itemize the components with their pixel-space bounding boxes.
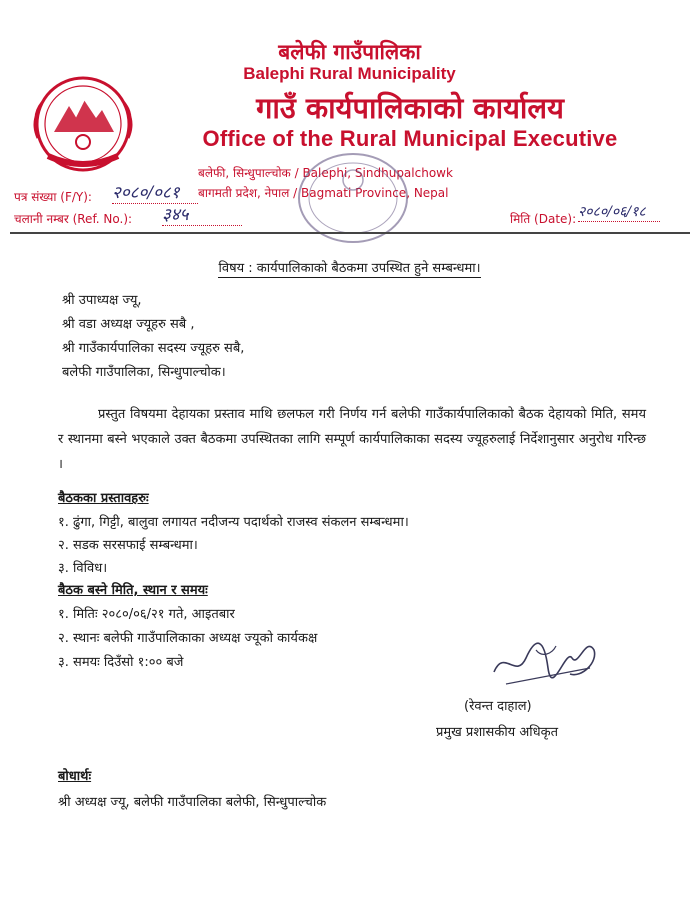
letter-subject: विषय : कार्यपालिकाको बैठकमा उपस्थित हुने सम्बन्धमा।: [218, 261, 481, 276]
signatory-designation: प्रमुख प्रशासकीय अधिकृत: [436, 725, 559, 740]
meeting-item: ३. समयः दिउँसो १:०० बजे: [58, 655, 184, 670]
office-name-en: Office of the Rural Municipal Executive: [202, 126, 618, 151]
proposal-item: ३. विविध।: [58, 561, 108, 576]
meeting-item: १. मितिः २०८०/०६/२१ गते, आइतबार: [58, 607, 235, 622]
signatory-name: (रेवन्त दाहाल): [464, 699, 532, 714]
municipality-emblem-icon: [24, 72, 142, 176]
proposals-heading: बैठकका प्रस्तावहरुः: [58, 491, 149, 506]
date-label: मिति (Date):: [510, 212, 577, 226]
recipient-line: श्री उपाध्यक्ष ज्यू,: [62, 293, 142, 308]
cc-heading: बोधार्थः: [58, 769, 92, 784]
date-value: २०८०/०६/१८: [578, 202, 660, 222]
municipality-name-en: Balephi Rural Municipality: [243, 64, 456, 83]
address-line-2: बागमती प्रदेश, नेपाल / Bagmati Province, Nepal: [198, 186, 449, 200]
letter-number-label: पत्र संख्या (F/Y):: [14, 190, 92, 204]
recipient-line: श्री वडा अध्यक्ष ज्यूहरु सबै ,: [62, 317, 195, 332]
address-line-1: बलेफी, सिन्धुपाल्चोक / Balephi, Sindhupalchowk: [198, 166, 453, 180]
meeting-item: २. स्थानः बलेफी गाउँपालिकाका अध्यक्ष ज्यूको कार्यकक्ष: [58, 631, 318, 646]
proposal-item: १. ढुंगा, गिट्टी, बालुवा लगायत नदीजन्य पदार्थको राजस्व संकलन सम्बन्धमा।: [58, 515, 409, 530]
header-divider: [10, 232, 690, 234]
reference-number-label: चलानी नम्बर (Ref. No.):: [14, 212, 133, 226]
body-paragraph: प्रस्तुत विषयमा देहायका प्रस्ताव माथि छलफल गरी निर्णय गर्न बलेफी गाउँकार्यपालिकाको बैठक देहायको मिति, समय र स्थानमा बस्ने भएकाले उक्त बैठकमा उपस्थितका लागि सम्पूर्ण कार्यपालिकाका सदस्य ज्यूहरुलाई निर्देशानुसार अनुरोध गरिन्छ ।: [58, 407, 646, 472]
recipient-line: श्री गाउँकार्यपालिका सदस्य ज्यूहरु सबै,: [62, 341, 245, 356]
recipient-line: बलेफी गाउँपालिका, सिन्धुपाल्चोक।: [62, 365, 226, 380]
office-name-np: गाउँ कार्यपालिकाको कार्यालय: [256, 91, 564, 125]
reference-number-value: ३४५: [162, 202, 242, 226]
proposal-item: २. सडक सरसफाई सम्बन्धमा।: [58, 538, 198, 553]
cc-line: श्री अध्यक्ष ज्यू, बलेफी गाउँपालिका बलेफी, सिन्धुपाल्चोक: [58, 795, 327, 810]
meeting-heading: बैठक बस्ने मिति, स्थान र समयः: [58, 583, 208, 598]
letter-number-value: २०८०/०८१: [112, 180, 198, 204]
handwritten-signature-icon: [486, 628, 606, 696]
municipality-name-np: बलेफी गाउँपालिका: [278, 40, 421, 64]
